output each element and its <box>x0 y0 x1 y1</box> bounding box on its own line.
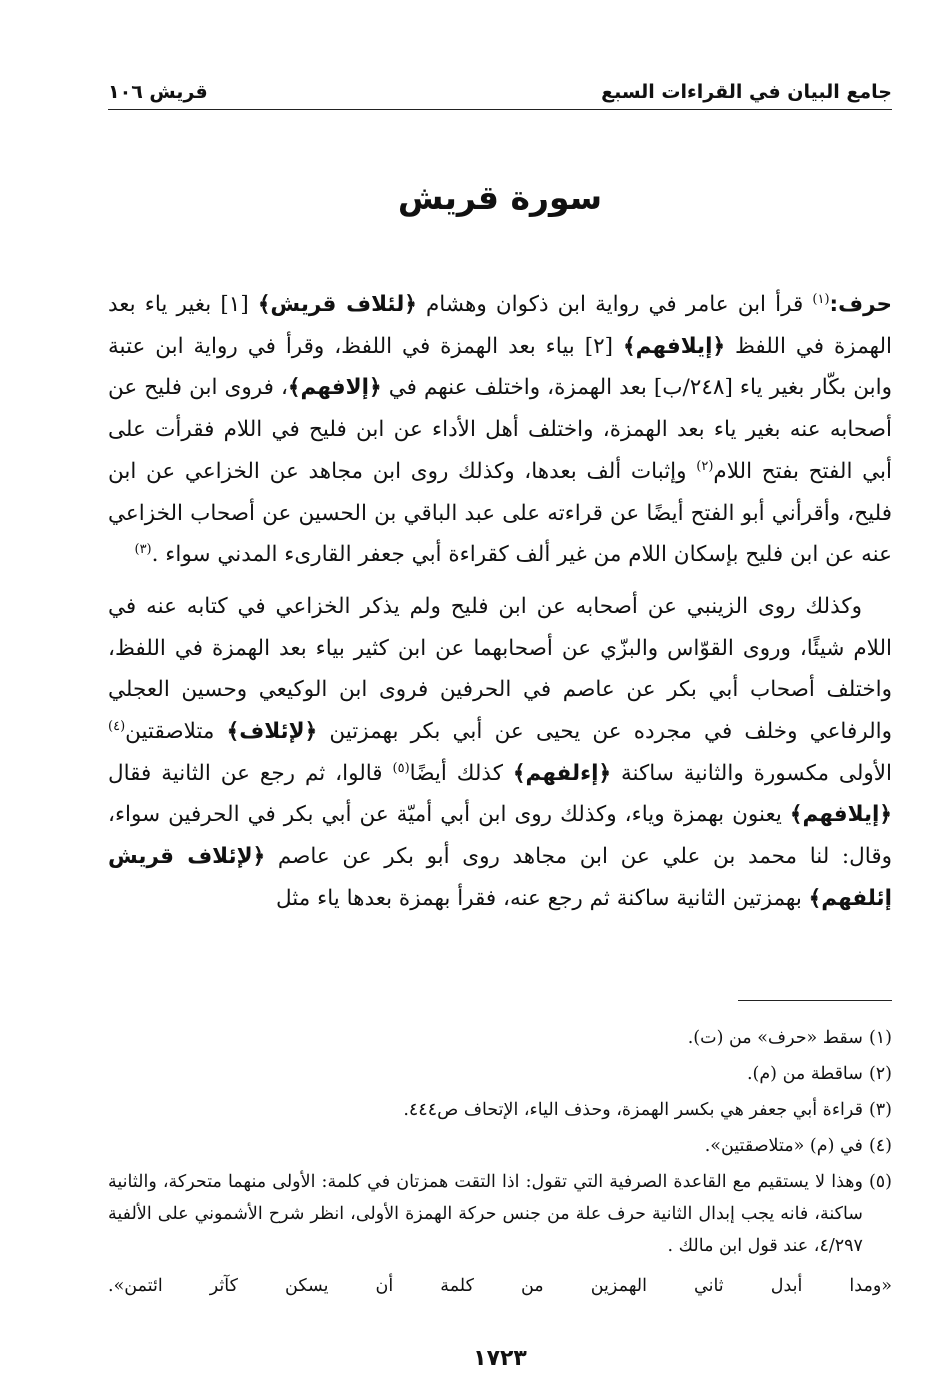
text-segment: ، فروى ابن فليح عن أصحابه عنه بغير ياء بعد الهمزة، واختلف أهل الأداء عن ابن فليح في اللام فقرأت على أبي الفتح بفتح اللام <box>108 375 892 484</box>
footnotes <box>108 1022 892 1302</box>
text-segment: قرأ ابن عامر في رواية ابن ذكوان وهشام <box>416 292 813 317</box>
footnote-number: (٤) <box>868 1136 892 1156</box>
footnote-ref-3: (٣) <box>134 542 152 558</box>
surah-title: سورة قريش <box>397 178 603 217</box>
text-segment: قالوا، ثم رجع عن الثانية فقال <box>108 760 393 786</box>
footnote-number: (٥) <box>868 1172 892 1192</box>
quran-word: ﴿لئلاف قريش﴾ <box>257 292 417 317</box>
text-segment: بهمزتين الثانية ساكنة ثم رجع عنه، فقرأ بهمزة بعدها ياء مثل <box>275 885 809 911</box>
footnote <box>108 1130 892 1162</box>
quran-word: ﴿إيلافهم﴾ <box>789 802 892 828</box>
quran-word: ﴿إيلافهم﴾ <box>623 333 726 359</box>
text-segment: الأولى مكسورة والثانية ساكنة <box>611 760 893 786</box>
section-lead: حرف: <box>829 292 892 317</box>
quran-word: ﴿لإئلاف قريش إئلفهم﴾ <box>108 844 892 911</box>
text-segment: [١] بغير ياء بعد الهمزة في اللفظ <box>108 292 892 359</box>
text-segment: [٢] بياء بعد الهمزة في اللفظ، وقرأ في رواية ابن عتبة وابن بكّار بغير ياء [٢٤٨/ب] بعد الهمزة، واختلف عنهم في <box>108 333 892 401</box>
footnote-text: ساقطة من (م). <box>746 1064 863 1084</box>
footnote-text: وهذا لا يستقيم مع القاعدة الصرفية التي تقول: اذا التقت همزتان في كلمة: الأولى منهما متحركة، والثانية ساكنة، فانه يجب إبدال الثانية حرف علة من جنس حركة الهمزة الأولى، انظر شرح الأشموني على الألفية ٤/٢٩٧، عند قول ابن مالك . <box>108 1172 863 1256</box>
footnote-number: (٣) <box>868 1100 892 1120</box>
page-number: ١٧٢٣ <box>473 1346 527 1371</box>
footnote-text: سقط «حرف» من (ت). <box>687 1028 863 1048</box>
paragraph-2 <box>108 586 892 920</box>
surah-reference: قريش ١٠٦ <box>108 81 208 103</box>
footnote-text: في (م) «متلاصقتين». <box>704 1136 863 1156</box>
text-segment: وإثبات ألف بعدها، وكذلك روى ابن مجاهد عن الخزاعي عن ابن فليح، وأقرأني أبو الفتح أيضًا عن قراءته على عبد الباقي بن الحسين عن أصحاب الخزاعي عنه عن ابن فليح بإسكان اللام من غير ألف كقراءة أبي جعفر القارىء المدني سواء . <box>108 458 892 568</box>
quran-word: ﴿لإئلاف﴾ <box>226 719 318 745</box>
text-segment: متلاصقتين <box>125 719 227 745</box>
footnote-number: (٢) <box>868 1064 892 1084</box>
book-title: جامع البيان في القراءات السبع <box>601 81 892 103</box>
main-text <box>108 284 892 920</box>
footnote-ref-5: (٥) <box>392 760 410 776</box>
text-segment: وكذلك روى الزينبي عن أصحابه عن ابن فليح ولم يذكر الخزاعي في كتابه عنه في اللام شيئًا، وروى القوّاس والبزّي عن أصحابهما عن ابن كثير بياء بعد الهمزة في اللفظ، واختلف أصحاب أبي بكر عن عاصم في الحرفين فروى ابن الوكيعي وحسين العجلي والرفاعي وخلف في مجرده عن يحيى عن أبي بكر بهمزتين <box>108 593 892 745</box>
footnote-ref-2: (٢) <box>696 458 714 474</box>
running-header <box>108 72 892 110</box>
footnote <box>108 1058 892 1090</box>
footnote-divider <box>738 1000 892 1001</box>
footnote-ref-4: (٤) <box>108 718 126 734</box>
text-segment: يعنون بهمزة وياء، وكذلك روى ابن أبي أميّة عن أبي بكر في الحرفين سواء، وقال: لنا محمد بن علي عن ابن مجاهد روى أبو بكر عن عاصم <box>108 802 892 870</box>
paragraph-1 <box>108 284 892 576</box>
poetry-verse: «ومدا أبدل ثاني الهمزين من كلمة أن يسكن كآثر ائتمن». <box>108 1276 892 1296</box>
quran-word: ﴿إءلفهم﴾ <box>512 760 612 786</box>
text-segment: كذلك أيضًا <box>409 760 513 786</box>
footnote <box>108 1022 892 1054</box>
footnote <box>108 1166 892 1262</box>
footnote-text: قراءة أبي جعفر هي بكسر الهمزة، وحذف الياء، الإتحاف ص٤٤٤. <box>403 1100 863 1120</box>
quran-word: ﴿إلافهم﴾ <box>287 375 382 401</box>
footnote-ref-1: (١) <box>812 291 830 307</box>
footnote-number: (١) <box>868 1028 892 1048</box>
footnote <box>108 1094 892 1126</box>
